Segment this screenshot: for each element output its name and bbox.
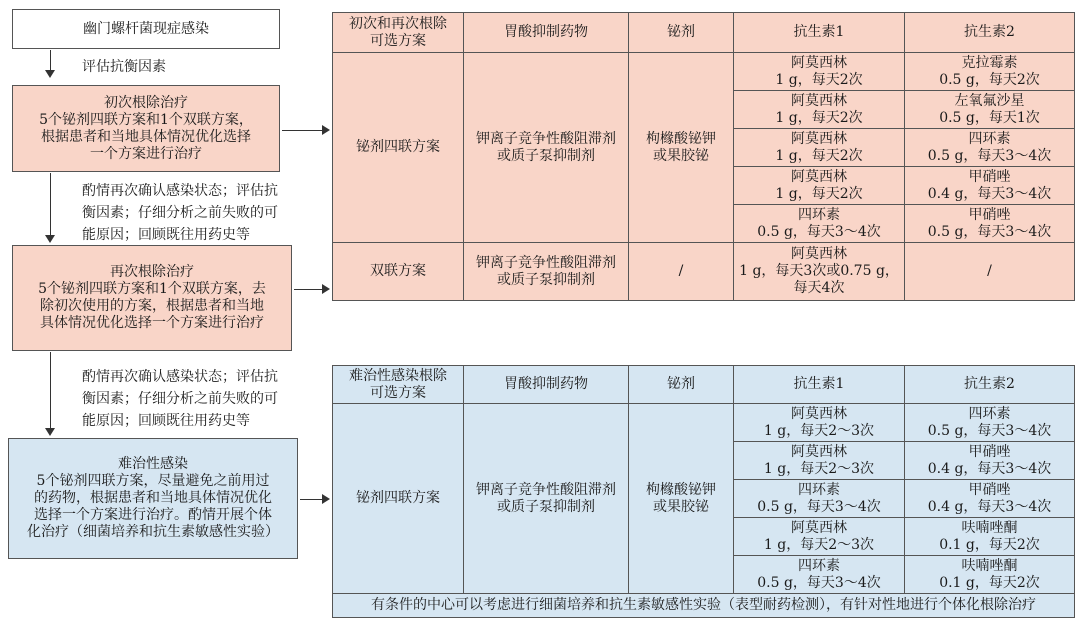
antibiotic2-cell: 甲硝唑 0.4 g，每天3～4次 <box>905 167 1075 205</box>
antibiotic1-cell: 四环素 0.5 g，每天3～4次 <box>734 556 905 594</box>
header-cell: 胃酸抑制药物 <box>464 366 629 404</box>
arrow-head-1 <box>45 70 55 78</box>
first-eradication-line: 5个铋剂四联方案和1个双联方案， <box>39 111 253 128</box>
note-reassess-1: 酌情再次确认感染状态；评估抗 衡因素；仔细分析之前失败的可 能原因；回顾既往用药史等 <box>82 183 278 243</box>
antibiotic2-cell: 甲硝唑 0.5 g，每天3～4次 <box>905 205 1075 243</box>
connector-head-1 <box>322 125 330 135</box>
arrow-line-2 <box>50 173 51 235</box>
first-eradication-line: 一个方案进行治疗 <box>90 145 202 162</box>
second-eradication-line: 除初次使用的方案，根据患者和当地 <box>40 298 264 314</box>
acid-suppression-cell: 钾离子竞争性酸阻滞剂 或质子泵抑制剂 <box>464 404 629 594</box>
header-cell: 难治性感染根除 可选方案 <box>333 366 464 404</box>
arrow-head-2 <box>45 235 55 243</box>
header-cell: 抗生素2 <box>905 13 1075 53</box>
note-reassess-2: 酌情再次确认感染状态；评估抗 衡因素；仔细分析之前失败的可 能原因；回顾既往用药史等 <box>82 369 278 429</box>
acid-suppression-cell: 钾离子竞争性酸阻滞剂 或质子泵抑制剂 <box>464 243 629 301</box>
header-cell: 抗生素1 <box>734 13 905 53</box>
connector-line-3 <box>300 499 322 500</box>
acid-suppression-cell: 钾离子竞争性酸阻滞剂 或质子泵抑制剂 <box>464 53 629 243</box>
refractory-infection-box <box>8 438 298 559</box>
antibiotic1-cell: 阿莫西林 1 g，每天2次 <box>734 53 905 91</box>
antibiotic1-cell: 阿莫西林 1 g，每天2～3次 <box>734 518 905 556</box>
connector-head-2 <box>322 284 330 294</box>
antibiotic2-cell: 四环素 0.5 g，每天3～4次 <box>905 129 1075 167</box>
second-eradication-line: 具体情况优化选择一个方案进行治疗 <box>40 315 264 331</box>
header-cell: 铋剂 <box>629 13 734 53</box>
second-eradication-title: 再次根除治疗 <box>110 264 194 280</box>
table-footer-row <box>333 594 1075 618</box>
first-eradication-line: 根据患者和当地具体情况优化选择 <box>41 128 251 145</box>
table-header-row <box>333 366 1075 404</box>
antibiotic1-cell: 阿莫西林 1 g，每天2次 <box>734 91 905 129</box>
refractory-line: 选择一个方案进行治疗。酌情开展个体 <box>34 507 272 523</box>
header-cell: 抗生素2 <box>905 366 1075 404</box>
antibiotic2-cell: 四环素 0.5 g，每天3～4次 <box>905 404 1075 442</box>
antibiotic1-cell: 四环素 0.5 g，每天3～4次 <box>734 480 905 518</box>
first-eradication-title: 初次根除治疗 <box>104 94 188 111</box>
table-row <box>333 404 1075 442</box>
antibiotic1-cell: 四环素 0.5 g，每天3～4次 <box>734 205 905 243</box>
bismuth-cell: 枸橼酸铋钾 或果胶铋 <box>629 53 734 243</box>
arrow-line-1 <box>50 50 51 70</box>
arrow-line-3 <box>50 352 51 428</box>
table-row <box>333 243 1075 301</box>
antibiotic1-cell: 阿莫西林 1 g，每天2～3次 <box>734 442 905 480</box>
header-cell: 初次和再次根除 可选方案 <box>333 13 464 53</box>
antibiotic1-cell: 阿莫西林 1 g，每天2次 <box>734 129 905 167</box>
refractory-regimen-table <box>332 365 1075 618</box>
antibiotic1-cell: 阿莫西林 1 g，每天2～3次 <box>734 404 905 442</box>
start-box <box>12 9 280 49</box>
antibiotic2-cell: 甲硝唑 0.4 g，每天3～4次 <box>905 442 1075 480</box>
header-cell: 胃酸抑制药物 <box>464 13 629 53</box>
bismuth-cell: / <box>629 243 734 301</box>
first-eradication-box <box>12 85 280 172</box>
refractory-line: 化治疗（细菌培养和抗生素敏感性实验） <box>27 524 279 540</box>
note-assess: 评估抗衡因素 <box>82 59 166 75</box>
antibiotic1-cell: 阿莫西林 1 g，每天3次或0.75 g， 每天4次 <box>734 243 905 301</box>
antibiotic2-cell: 左氧氟沙星 0.5 g，每天1次 <box>905 91 1075 129</box>
quad-regimen-label: 铋剂四联方案 <box>333 53 464 243</box>
antibiotic2-cell: / <box>905 243 1075 301</box>
quad-regimen-label: 铋剂四联方案 <box>333 404 464 594</box>
table-row <box>333 53 1075 91</box>
refractory-title: 难治性感染 <box>118 456 188 472</box>
start-label: 幽门螺杆菌现症感染 <box>83 20 209 37</box>
connector-line-1 <box>282 130 322 131</box>
second-eradication-box <box>12 245 292 351</box>
second-eradication-line: 5个铋剂四联方案和1个双联方案，去 <box>38 281 266 297</box>
arrow-head-3 <box>45 428 55 436</box>
antibiotic2-cell: 甲硝唑 0.4 g，每天3～4次 <box>905 480 1075 518</box>
antibiotic2-cell: 克拉霉素 0.5 g，每天2次 <box>905 53 1075 91</box>
refractory-line: 的药物，根据患者和当地具体情况优化 <box>34 490 272 506</box>
dual-regimen-label: 双联方案 <box>333 243 464 301</box>
first-second-regimen-table <box>332 12 1075 301</box>
header-cell: 抗生素1 <box>734 366 905 404</box>
refractory-line: 5个铋剂四联方案，尽量避免之前用过 <box>36 473 270 489</box>
connector-head-3 <box>322 494 330 504</box>
antibiotic1-cell: 阿莫西林 1 g，每天2次 <box>734 167 905 205</box>
antibiotic2-cell: 呋喃唑酮 0.1 g，每天2次 <box>905 556 1075 594</box>
bismuth-cell: 枸橼酸铋钾 或果胶铋 <box>629 404 734 594</box>
header-cell: 铋剂 <box>629 366 734 404</box>
antibiotic2-cell: 呋喃唑酮 0.1 g，每天2次 <box>905 518 1075 556</box>
table-header-row <box>333 13 1075 53</box>
table-footer-note: 有条件的中心可以考虑进行细菌培养和抗生素敏感性实验（表型耐药检测），有针对性地进行个体化根除治疗 <box>333 594 1075 618</box>
connector-line-2 <box>294 289 322 290</box>
